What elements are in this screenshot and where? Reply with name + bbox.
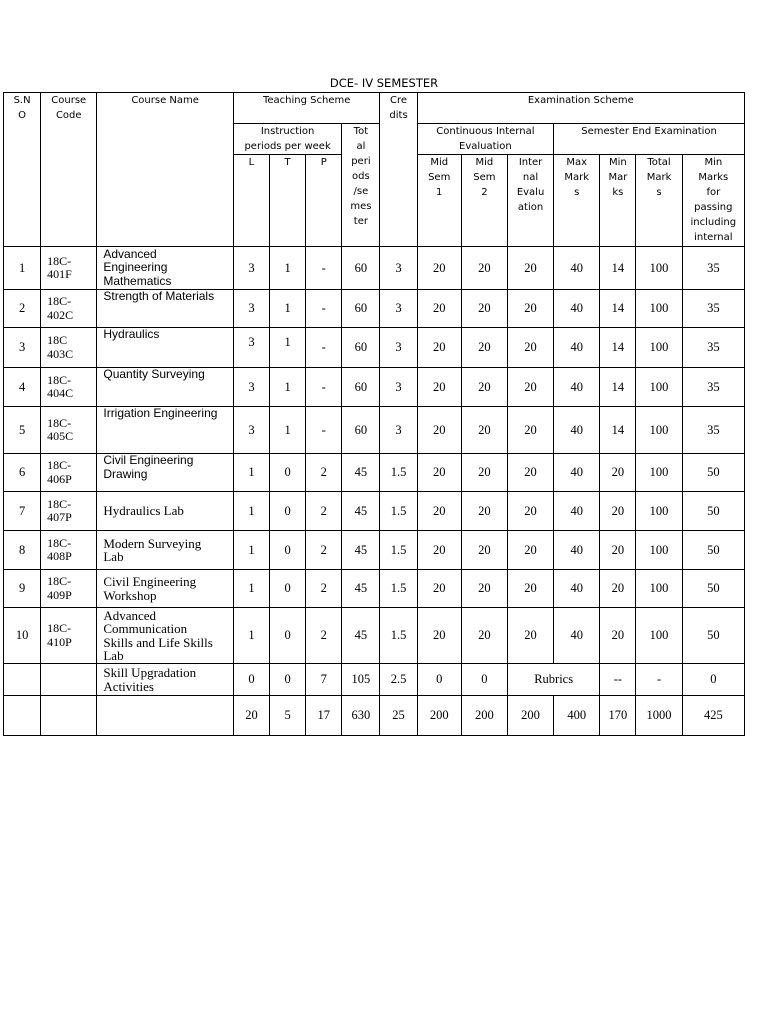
serial-number-cell: 2 <box>4 290 41 328</box>
serial-number-cell: 4 <box>4 368 41 407</box>
serial-number-cell: 9 <box>4 570 41 608</box>
min-pass-marks-cell: 425 <box>682 696 744 736</box>
skill-upgradation-row <box>4 664 745 696</box>
lecture-hours-cell: 3 <box>233 247 269 290</box>
min-marks-cell: 20 <box>600 454 636 492</box>
min-marks-cell: 20 <box>600 570 636 608</box>
total-marks-cell: 100 <box>636 608 682 664</box>
course-name-cell: Strength of Materials <box>97 290 234 328</box>
header-t: T <box>270 155 306 247</box>
course-code-cell: 18C- 409P <box>41 570 97 608</box>
course-row <box>4 454 745 492</box>
total-periods-cell: 45 <box>342 531 380 570</box>
serial-number-cell: 7 <box>4 492 41 531</box>
header-course-name: Course Name <box>97 93 234 247</box>
header-mid-sem-1: Mid Sem 1 <box>417 155 461 247</box>
internal-evaluation-cell: 20 <box>507 407 553 454</box>
internal-evaluation-cell: 200 <box>507 696 553 736</box>
min-pass-marks-cell: 35 <box>682 328 744 368</box>
course-code-cell <box>41 696 97 736</box>
practical-hours-cell: - <box>306 247 342 290</box>
mid-sem-2-cell: 20 <box>461 328 507 368</box>
serial-number-cell: 1 <box>4 247 41 290</box>
internal-evaluation-cell: 20 <box>507 570 553 608</box>
course-name-cell: Advanced Engineering Mathematics <box>97 247 234 290</box>
min-pass-marks-cell: 50 <box>682 570 744 608</box>
course-scheme-table <box>3 92 745 736</box>
course-name-cell: Irrigation Engineering <box>97 407 234 454</box>
min-pass-marks-cell: 50 <box>682 454 744 492</box>
min-pass-marks-cell: 35 <box>682 290 744 328</box>
max-marks-cell: 40 <box>554 608 600 664</box>
course-row <box>4 247 745 290</box>
mid-sem-2-cell: 0 <box>461 664 507 696</box>
mid-sem-1-cell: 0 <box>417 664 461 696</box>
tutorial-hours-cell: 0 <box>270 608 306 664</box>
mid-sem-2-cell: 20 <box>461 290 507 328</box>
total-periods-cell: 105 <box>342 664 380 696</box>
lecture-hours-cell: 1 <box>233 492 269 531</box>
internal-evaluation-cell: 20 <box>507 608 553 664</box>
mid-sem-1-cell: 20 <box>417 492 461 531</box>
header-teaching-scheme: Teaching Scheme <box>233 93 380 124</box>
course-code-cell: 18C- 406P <box>41 454 97 492</box>
tutorial-hours-cell: 1 <box>270 368 306 407</box>
header-course-code: Course Code <box>41 93 97 247</box>
header-mid-sem-2: Mid Sem 2 <box>461 155 507 247</box>
min-marks-cell: 14 <box>600 328 636 368</box>
header-min-marks-passing: Min Marks for passing including internal <box>682 155 744 247</box>
max-marks-cell: 40 <box>554 570 600 608</box>
min-pass-marks-cell: 0 <box>682 664 744 696</box>
total-marks-cell: 100 <box>636 454 682 492</box>
tutorial-hours-cell: 0 <box>270 454 306 492</box>
serial-number-cell <box>4 696 41 736</box>
header-internal-evaluation: Inter nal Evalu ation <box>507 155 553 247</box>
internal-evaluation-cell: 20 <box>507 290 553 328</box>
course-name-cell: Skill Upgradation Activities <box>97 664 234 696</box>
serial-number-cell: 8 <box>4 531 41 570</box>
total-periods-cell: 60 <box>342 328 380 368</box>
tutorial-hours-cell: 5 <box>270 696 306 736</box>
practical-hours-cell: 17 <box>306 696 342 736</box>
tutorial-hours-cell: 0 <box>270 570 306 608</box>
lecture-hours-cell: 3 <box>233 290 269 328</box>
course-code-cell <box>41 664 97 696</box>
max-marks-cell: 40 <box>554 247 600 290</box>
course-code-cell: 18C- 405C <box>41 407 97 454</box>
practical-hours-cell: 2 <box>306 454 342 492</box>
min-marks-cell: 20 <box>600 608 636 664</box>
credits-cell: 3 <box>380 407 417 454</box>
mid-sem-2-cell: 20 <box>461 570 507 608</box>
header-credits: Cre dits <box>380 93 417 247</box>
header-l: L <box>233 155 269 247</box>
total-marks-cell: 100 <box>636 247 682 290</box>
mid-sem-1-cell: 20 <box>417 570 461 608</box>
mid-sem-1-cell: 20 <box>417 608 461 664</box>
mid-sem-1-cell: 20 <box>417 531 461 570</box>
credits-cell: 3 <box>380 328 417 368</box>
header-max-marks: Max Mark s <box>554 155 600 247</box>
course-code-cell: 18C 403C <box>41 328 97 368</box>
mid-sem-2-cell: 20 <box>461 492 507 531</box>
min-pass-marks-cell: 35 <box>682 407 744 454</box>
serial-number-cell: 5 <box>4 407 41 454</box>
mid-sem-1-cell: 20 <box>417 368 461 407</box>
course-row <box>4 570 745 608</box>
total-marks-cell: 1000 <box>636 696 682 736</box>
max-marks-cell: 40 <box>554 492 600 531</box>
total-periods-cell: 630 <box>342 696 380 736</box>
min-marks-cell: 14 <box>600 368 636 407</box>
serial-number-cell: 10 <box>4 608 41 664</box>
mid-sem-2-cell: 20 <box>461 531 507 570</box>
min-marks-cell: -- <box>600 664 636 696</box>
course-row <box>4 290 745 328</box>
course-row <box>4 368 745 407</box>
total-marks-cell: 100 <box>636 492 682 531</box>
min-marks-cell: 20 <box>600 492 636 531</box>
mid-sem-2-cell: 20 <box>461 368 507 407</box>
mid-sem-1-cell: 20 <box>417 290 461 328</box>
max-marks-cell: 400 <box>554 696 600 736</box>
total-periods-cell: 45 <box>342 454 380 492</box>
min-pass-marks-cell: 35 <box>682 368 744 407</box>
min-pass-marks-cell: 50 <box>682 531 744 570</box>
internal-evaluation-cell: 20 <box>507 368 553 407</box>
total-marks-cell: - <box>636 664 682 696</box>
max-marks-cell: 40 <box>554 454 600 492</box>
course-row <box>4 608 745 664</box>
lecture-hours-cell: 3 <box>233 328 269 368</box>
course-code-cell: 18C- 401F <box>41 247 97 290</box>
course-row <box>4 407 745 454</box>
mid-sem-2-cell: 20 <box>461 407 507 454</box>
practical-hours-cell: 7 <box>306 664 342 696</box>
lecture-hours-cell: 3 <box>233 407 269 454</box>
header-p: P <box>306 155 342 247</box>
practical-hours-cell: - <box>306 407 342 454</box>
page-title: DCE- IV SEMESTER <box>329 76 439 90</box>
max-marks-cell: 40 <box>554 531 600 570</box>
lecture-hours-cell: 1 <box>233 570 269 608</box>
total-marks-cell: 100 <box>636 368 682 407</box>
mid-sem-1-cell: 20 <box>417 407 461 454</box>
credits-cell: 1.5 <box>380 454 417 492</box>
practical-hours-cell: 2 <box>306 570 342 608</box>
total-marks-cell: 100 <box>636 570 682 608</box>
tutorial-hours-cell: 1 <box>270 290 306 328</box>
total-periods-cell: 60 <box>342 407 380 454</box>
course-name-cell: Quantity Surveying <box>97 368 234 407</box>
internal-evaluation-cell: 20 <box>507 328 553 368</box>
course-row <box>4 328 745 368</box>
header-instruction-periods: Instruction periods per week <box>233 124 341 155</box>
serial-number-cell: 3 <box>4 328 41 368</box>
lecture-hours-cell: 1 <box>233 531 269 570</box>
lecture-hours-cell: 0 <box>233 664 269 696</box>
tutorial-hours-cell: 0 <box>270 492 306 531</box>
course-name-cell: Civil Engineering Workshop <box>97 570 234 608</box>
header-examination-scheme: Examination Scheme <box>417 93 744 124</box>
practical-hours-cell: 2 <box>306 608 342 664</box>
tutorial-hours-cell: 0 <box>270 664 306 696</box>
course-name-cell: Hydraulics <box>97 328 234 368</box>
course-name-cell <box>97 696 234 736</box>
mid-sem-2-cell: 20 <box>461 608 507 664</box>
credits-cell: 3 <box>380 247 417 290</box>
total-marks-cell: 100 <box>636 407 682 454</box>
credits-cell: 2.5 <box>380 664 417 696</box>
header-see: Semester End Examination <box>554 124 745 155</box>
lecture-hours-cell: 1 <box>233 608 269 664</box>
course-name-cell: Modern Surveying Lab <box>97 531 234 570</box>
total-periods-cell: 45 <box>342 492 380 531</box>
practical-hours-cell: - <box>306 328 342 368</box>
internal-evaluation-cell: 20 <box>507 247 553 290</box>
course-code-cell: 18C- 408P <box>41 531 97 570</box>
min-marks-cell: 170 <box>600 696 636 736</box>
credits-cell: 3 <box>380 290 417 328</box>
internal-evaluation-cell: 20 <box>507 531 553 570</box>
header-sno: S.N O <box>4 93 41 247</box>
credits-cell: 3 <box>380 368 417 407</box>
lecture-hours-cell: 20 <box>233 696 269 736</box>
course-name-cell: Civil Engineering Drawing <box>97 454 234 492</box>
course-code-cell: 18C- 407P <box>41 492 97 531</box>
mid-sem-1-cell: 200 <box>417 696 461 736</box>
total-marks-cell: 100 <box>636 328 682 368</box>
credits-cell: 1.5 <box>380 492 417 531</box>
mid-sem-2-cell: 20 <box>461 247 507 290</box>
total-marks-cell: 100 <box>636 531 682 570</box>
credits-cell: 1.5 <box>380 531 417 570</box>
lecture-hours-cell: 1 <box>233 454 269 492</box>
total-periods-cell: 60 <box>342 247 380 290</box>
credits-cell: 25 <box>380 696 417 736</box>
lecture-hours-cell: 3 <box>233 368 269 407</box>
min-pass-marks-cell: 50 <box>682 608 744 664</box>
practical-hours-cell: 2 <box>306 492 342 531</box>
total-periods-cell: 60 <box>342 368 380 407</box>
header-cie: Continuous Internal Evaluation <box>417 124 554 155</box>
internal-evaluation-cell: 20 <box>507 492 553 531</box>
serial-number-cell: 6 <box>4 454 41 492</box>
practical-hours-cell: - <box>306 368 342 407</box>
min-marks-cell: 14 <box>600 247 636 290</box>
total-periods-cell: 45 <box>342 608 380 664</box>
header-min-marks: Min Mar ks <box>600 155 636 247</box>
tutorial-hours-cell: 1 <box>270 247 306 290</box>
practical-hours-cell: 2 <box>306 531 342 570</box>
internal-evaluation-cell: 20 <box>507 454 553 492</box>
max-marks-cell: 40 <box>554 407 600 454</box>
tutorial-hours-cell: 0 <box>270 531 306 570</box>
rubrics-cell: Rubrics <box>507 664 599 696</box>
mid-sem-1-cell: 20 <box>417 454 461 492</box>
min-marks-cell: 14 <box>600 290 636 328</box>
mid-sem-2-cell: 20 <box>461 454 507 492</box>
course-code-cell: 18C- 402C <box>41 290 97 328</box>
min-pass-marks-cell: 35 <box>682 247 744 290</box>
max-marks-cell: 40 <box>554 328 600 368</box>
course-code-cell: 18C- 410P <box>41 608 97 664</box>
mid-sem-1-cell: 20 <box>417 247 461 290</box>
totals-row <box>4 696 745 736</box>
tutorial-hours-cell: 1 <box>270 328 306 368</box>
total-periods-cell: 60 <box>342 290 380 328</box>
course-row <box>4 531 745 570</box>
serial-number-cell <box>4 664 41 696</box>
credits-cell: 1.5 <box>380 570 417 608</box>
course-name-cell: Advanced Communication Skills and Life Skills Lab <box>97 608 234 664</box>
max-marks-cell: 40 <box>554 368 600 407</box>
total-marks-cell: 100 <box>636 290 682 328</box>
mid-sem-2-cell: 200 <box>461 696 507 736</box>
course-name-cell: Hydraulics Lab <box>97 492 234 531</box>
practical-hours-cell: - <box>306 290 342 328</box>
min-pass-marks-cell: 50 <box>682 492 744 531</box>
course-row <box>4 492 745 531</box>
min-marks-cell: 14 <box>600 407 636 454</box>
credits-cell: 1.5 <box>380 608 417 664</box>
header-total-periods: Tot al peri ods /se mes ter <box>342 124 380 247</box>
max-marks-cell: 40 <box>554 290 600 328</box>
min-marks-cell: 20 <box>600 531 636 570</box>
tutorial-hours-cell: 1 <box>270 407 306 454</box>
course-code-cell: 18C- 404C <box>41 368 97 407</box>
total-periods-cell: 45 <box>342 570 380 608</box>
mid-sem-1-cell: 20 <box>417 328 461 368</box>
header-total-marks: Total Mark s <box>636 155 682 247</box>
